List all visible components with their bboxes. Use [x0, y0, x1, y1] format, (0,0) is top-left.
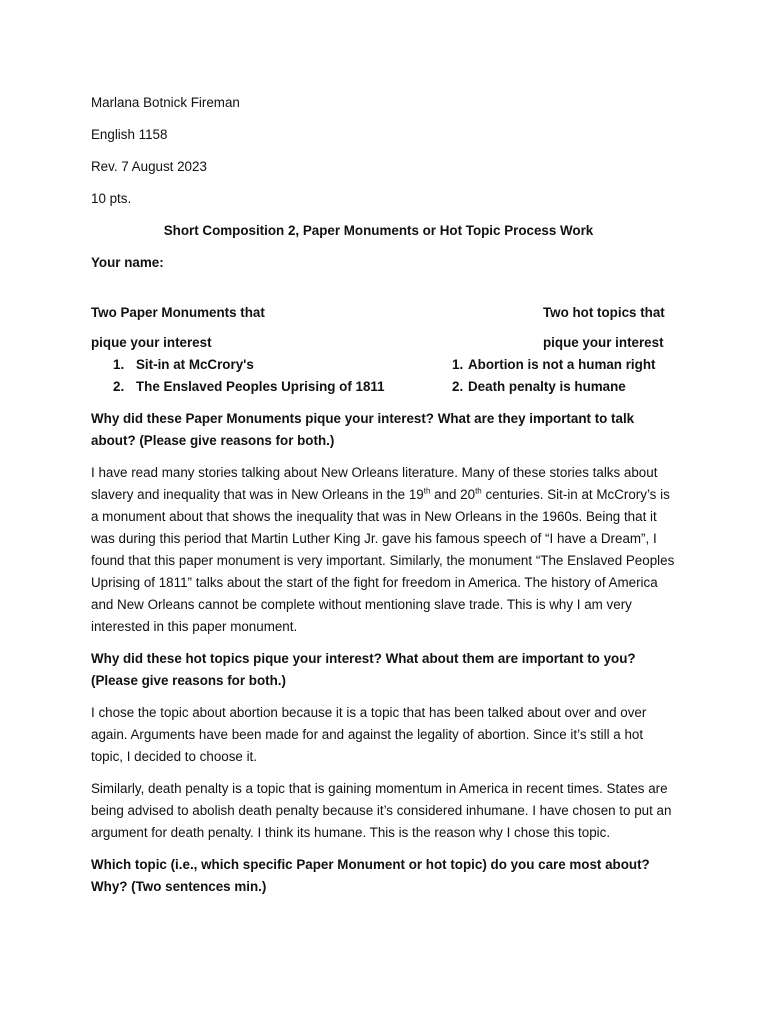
- course-name: English 1158: [91, 127, 168, 142]
- document-page: [91, 92, 676, 908]
- monument-2-number: 2.: [113, 379, 125, 394]
- monuments-heading-line1: Two Paper Monuments that: [91, 305, 265, 320]
- topic-2-text: Death penalty is humane: [468, 379, 626, 394]
- question-2: Why did these hot topics pique your interest? What about them are important to you? (Please give reasons for both.): [91, 651, 636, 688]
- author-name: Marlana Botnick Fireman: [91, 95, 240, 110]
- question-1: Why did these Paper Monuments pique your interest? What are they important to talk about? (Please give reasons for both.): [91, 411, 635, 448]
- revision-date: Rev. 7 August 2023: [91, 159, 207, 174]
- document-title: Short Composition 2, Paper Monuments or Hot Topic Process Work: [163, 223, 594, 238]
- monument-1-text: Sit-in at McCrory's: [136, 357, 254, 372]
- topic-2-number: 2.: [452, 379, 464, 394]
- monuments-heading-line2: pique your interest: [91, 335, 212, 350]
- points-value: 10 pts.: [91, 191, 132, 206]
- column-headings-row-1: [91, 302, 676, 324]
- topics-heading-line1: Two hot topics that: [543, 305, 665, 320]
- ordinal-suffix: th: [475, 486, 482, 496]
- topics-heading-line2: pique your interest: [543, 335, 664, 350]
- column-headings-row-2: [91, 332, 676, 354]
- answer-1-paragraph: [91, 462, 676, 638]
- answer-1-part2: and 20: [430, 487, 476, 502]
- answer-1-part3: centuries. Sit-in at McCrory’s is a monument about that shows the inequality that was in New Orleans in the 1960s. Being that it was during this period that Martin Luther King Jr. gave his famous speech of “I have a Dream”, I found that this paper monument is very important. Similarly, the monument “The Enslaved Peoples Uprising of 1811” talks about the start of the fight for freedom in America. The history of America and New Orleans cannot be complete without mentioning slave trade. This is why I am very interested in this paper monument.: [91, 487, 675, 634]
- monument-2-text: The Enslaved Peoples Uprising of 1811: [136, 379, 385, 394]
- answer-1-part1: I have read many stories talking about New Orleans literature. Many of these stories talks about slavery and inequality that was in New Orleans in the 19: [91, 465, 658, 502]
- ordinal-suffix: th: [423, 486, 431, 496]
- answer-2-paragraph-2: Similarly, death penalty is a topic that is gaining momentum in America in recent times. States are being advised to abolish death penalty because it’s considered inhumane. I have chosen to put an argument for death penalty. I think its humane. This is the reason why I chose this topic.: [91, 781, 672, 840]
- list-item: [91, 376, 676, 398]
- topic-1-text: Abortion is not a human right: [468, 357, 656, 372]
- topic-1-number: 1.: [452, 357, 464, 372]
- answer-2-paragraph-1: I chose the topic about abortion because it is a topic that has been talked about over and over again. Arguments have been made for and against the legality of abortion. Since it’s still a hot topic, I decided to choose it.: [91, 705, 647, 764]
- monument-1-number: 1.: [113, 357, 125, 372]
- question-3: Which topic (i.e., which specific Paper Monument or hot topic) do you care most about? Why? (Two sentences min.): [91, 857, 650, 894]
- your-name-label: Your name:: [91, 255, 164, 270]
- list-item: [91, 354, 676, 376]
